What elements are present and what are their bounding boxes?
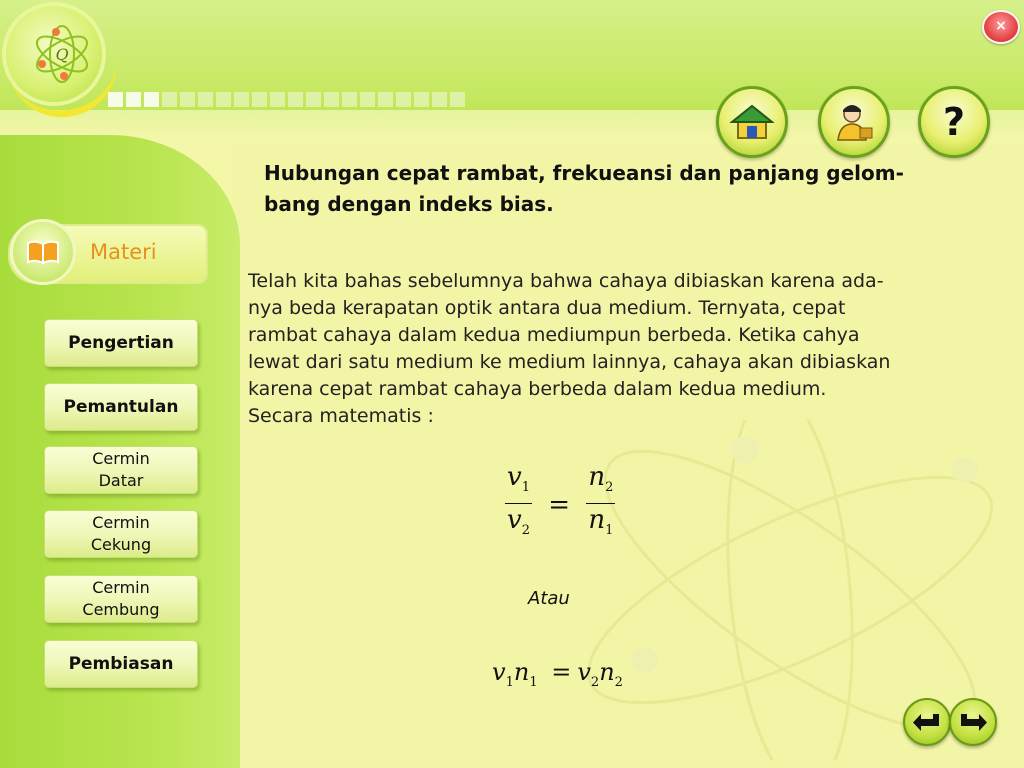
body-paragraph — [248, 268, 1018, 430]
body-line: Telah kita bahas sebelumnya bahwa cahaya dibiaskan karena ada- — [248, 270, 884, 292]
fraction-velocity: $\frac{v_1}{v_2}$ — [507, 462, 530, 539]
equals-sign: = — [548, 489, 571, 520]
or-label: Atau — [528, 588, 570, 609]
ratio-formula — [505, 462, 615, 547]
atom-decoration-icon — [560, 420, 1020, 760]
fraction-index: $\frac{n_2}{n_1}$ — [588, 462, 614, 539]
sidebar-item-pengertian[interactable] — [44, 319, 198, 367]
sidebar-item-cermin-cembung[interactable] — [44, 575, 198, 623]
sidebar-item-pemantulan[interactable] — [44, 383, 198, 431]
logo-letter: Q — [55, 45, 69, 64]
decorative-squares — [108, 92, 465, 107]
sidebar-item-label: Pembiasan — [68, 654, 174, 674]
home-button[interactable] — [716, 86, 788, 158]
next-arrow-icon — [957, 710, 989, 734]
product-formula: $v_1n_1 = v_2n_2$ — [492, 658, 623, 690]
materi-label: Materi — [90, 240, 157, 264]
title-line: Hubungan cepat rambat, frekueansi dan panjang gelom- — [264, 161, 904, 185]
help-icon: ? — [942, 100, 966, 144]
body-line: Secara matematis : — [248, 405, 434, 427]
body-line: rambat cahaya dalam kedua mediumpun berbeda. Ketika cahya — [248, 324, 860, 346]
body-line: nya beda kerapatan optik antara dua medium. Ternyata, cepat — [248, 297, 846, 319]
author-button[interactable] — [818, 86, 890, 158]
sidebar-item-label: Pemantulan — [63, 397, 179, 417]
book-icon — [10, 219, 76, 285]
sidebar-item-cermin-datar[interactable] — [44, 446, 198, 494]
close-button[interactable] — [982, 10, 1020, 44]
author-icon — [832, 100, 876, 144]
home-icon — [730, 102, 774, 142]
back-button[interactable] — [903, 698, 951, 746]
body-line: karena cepat rambat cahaya berbeda dalam kedua medium. — [248, 378, 827, 400]
body-line: lewat dari satu medium ke medium lainnya, cahaya akan dibiaskan — [248, 351, 891, 373]
back-arrow-icon — [911, 710, 943, 734]
sidebar-item-pembiasan[interactable] — [44, 640, 198, 688]
close-icon: × — [995, 18, 1007, 34]
sidebar-item-label: Cermin Datar — [92, 449, 150, 490]
sidebar-item-label: Pengertian — [68, 333, 174, 353]
sidebar-item-label: Cermin Cekung — [90, 513, 152, 554]
next-button[interactable] — [949, 698, 997, 746]
sidebar-item-cermin-cekung[interactable] — [44, 510, 198, 558]
page-title — [264, 158, 994, 220]
sidebar-item-label: Cermin Cembung — [82, 578, 160, 619]
help-button[interactable] — [918, 86, 990, 158]
title-line: bang dengan indeks bias. — [264, 192, 554, 216]
